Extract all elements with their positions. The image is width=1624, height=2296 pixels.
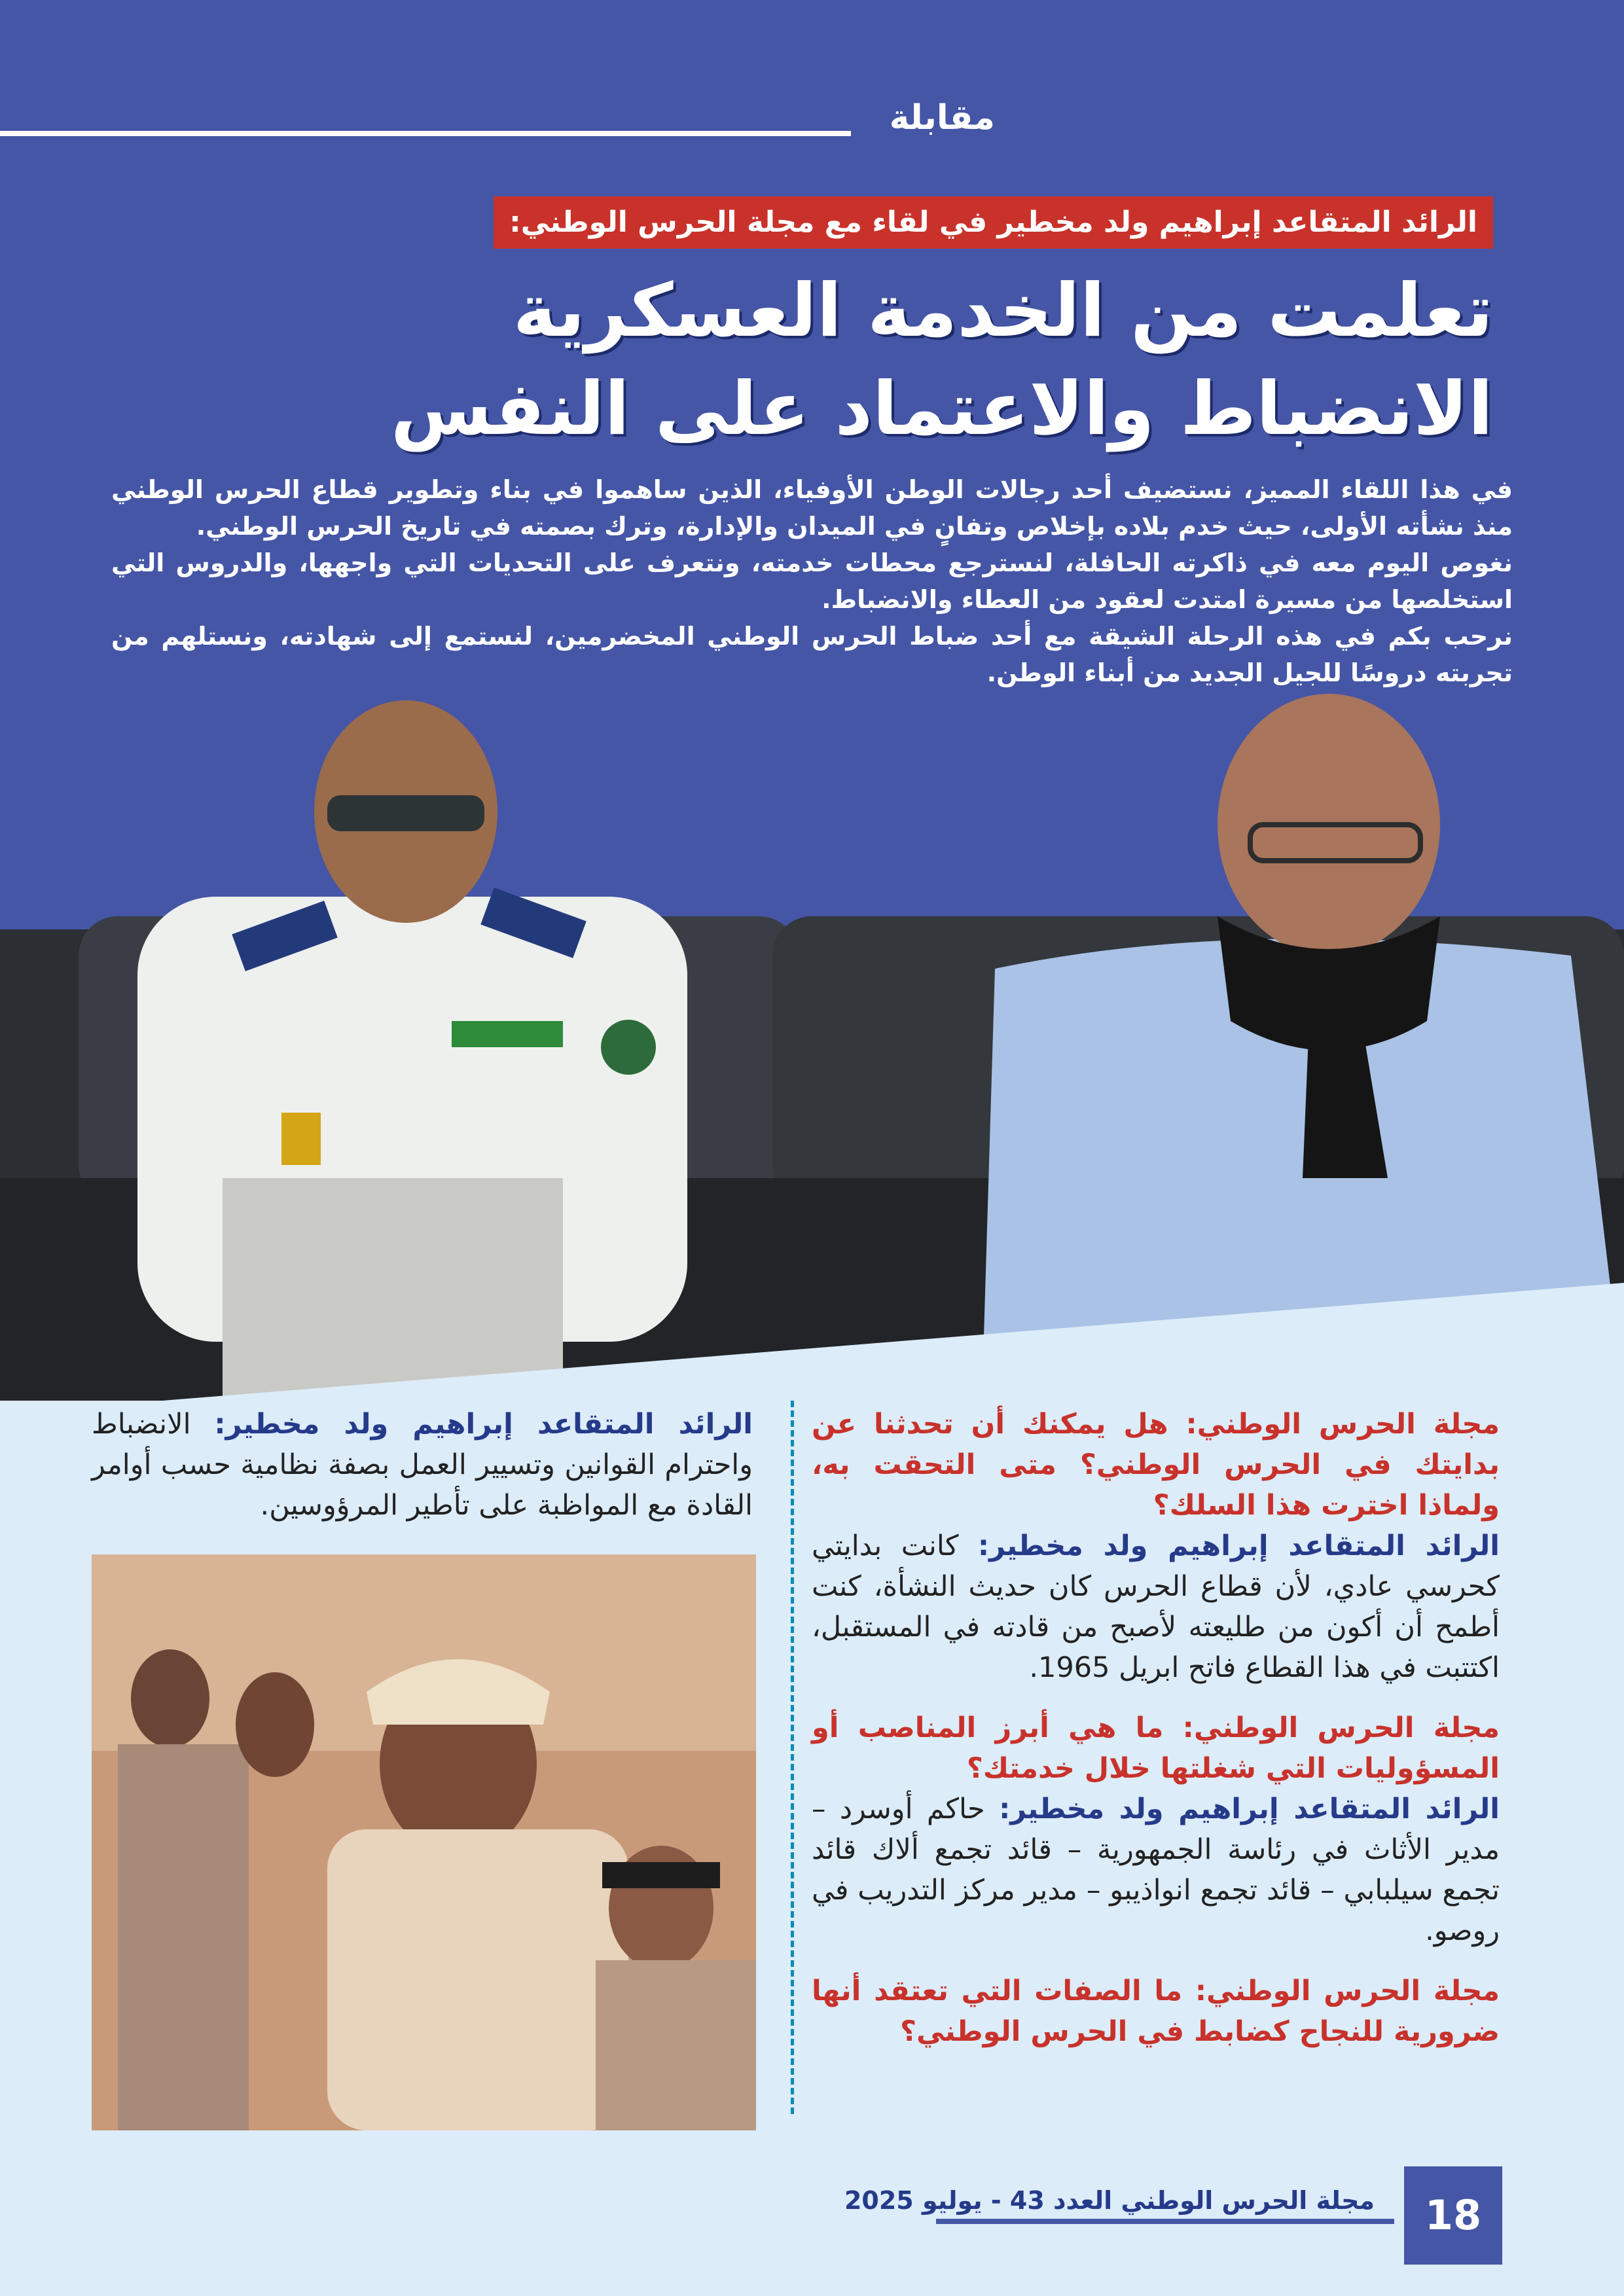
- section-rule: [0, 131, 851, 136]
- headline: [249, 262, 1493, 458]
- answer-3-speaker: الرائد المتقاعد إبراهيم ولد مخطير:: [214, 1408, 753, 1441]
- diagonal-divider: [0, 1283, 1624, 1414]
- answer-2-text: حاكم أوسرد – مدير الأثاث في رئاسة الجمهورية – قائد تجمع ألاك قائد تجمع سيلبابي – قائد تجمع انواذيبو – مدير مركز التدريب في روصو.: [812, 1793, 1500, 1947]
- question-3: مجلة الحرس الوطني: ما الصفات التي تعتقد أنها ضرورية للنجاح كضابط في الحرس الوطني؟: [812, 1975, 1500, 2048]
- kicker-banner: الرائد المتقاعد إبراهيم ولد مخطير في لقاء مع مجلة الحرس الوطني:: [494, 196, 1493, 249]
- footer-rule: [936, 2219, 1394, 2224]
- question-2: مجلة الحرس الوطني: ما هي أبرز المناصب أو المسؤوليات التي شغلتها خلال خدمتك؟: [812, 1712, 1500, 1785]
- intro-paragraph-1: في هذا اللقاء المميز، نستضيف أحد رجالات الوطن الأوفياء، الذين ساهموا في بناء وتطوير قطاع الحرس الوطني منذ نشأته الأولى، حيث خدم بلاده بإخلاص وتفانٍ في الميدان والإدارة، وترك بصمته في تاريخ الحرس الوطني.: [111, 475, 1513, 541]
- column-divider: [791, 1401, 794, 2114]
- intro-paragraph-3: نرحب بكم في هذه الرحلة الشيقة مع أحد ضباط الحرس الوطني المخضرمين، لنستمع إلى شهادته، ونستلهم من تجربته دروسًا للجيل الجديد من أبناء الوطن.: [111, 622, 1513, 687]
- footer-magazine-info: مجلة الحرس الوطني العدد 43 - يوليو 2025: [844, 2186, 1375, 2215]
- answer-1-speaker: الرائد المتقاعد إبراهيم ولد مخطير:: [977, 1530, 1500, 1562]
- answer-1: [812, 1526, 1500, 1688]
- intro-text: [111, 471, 1513, 691]
- page-number: 18: [1404, 2166, 1502, 2265]
- answer-3: [92, 1404, 753, 1526]
- section-label: مقابلة: [889, 98, 995, 137]
- interview-column-left: [92, 1404, 753, 1526]
- answer-3-text: الانضباط واحترام القوانين وتسيير العمل بصفة نظامية حسب أوامر القادة مع المواظبة على تأطير المرؤوسين.: [92, 1408, 753, 1522]
- intro-paragraph-2: نغوص اليوم معه في ذاكرته الحافلة، لنسترجع محطات خدمته، ونتعرف على التحديات التي واجهها، والدروس التي استخلصها من مسيرة امتدت لعقود من العطاء والانضباط.: [111, 548, 1513, 614]
- archive-photo: [92, 1554, 756, 2130]
- answer-2-speaker: الرائد المتقاعد إبراهيم ولد مخطير:: [999, 1793, 1500, 1825]
- interview-column-right: [812, 1404, 1500, 2052]
- answer-2: [812, 1789, 1500, 1951]
- question-1: مجلة الحرس الوطني: هل يمكنك أن تحدثنا عن بدايتك في الحرس الوطني؟ متى التحقت به، ولماذا اخترت هذا السلك؟: [812, 1408, 1500, 1522]
- answer-1-text: كانت بدايتي كحرسي عادي، لأن قطاع الحرس كان حديث النشأة، كنت أطمح أن أكون من طليعته لأصبح من قادته في المستقبل، اكتتبت في هذا القطاع فاتح ابريل 1965.: [812, 1530, 1500, 1684]
- headline-line-2: الانضباط والاعتماد على النفس: [390, 367, 1493, 452]
- headline-line-1: تعلمت من الخدمة العسكرية: [513, 268, 1493, 353]
